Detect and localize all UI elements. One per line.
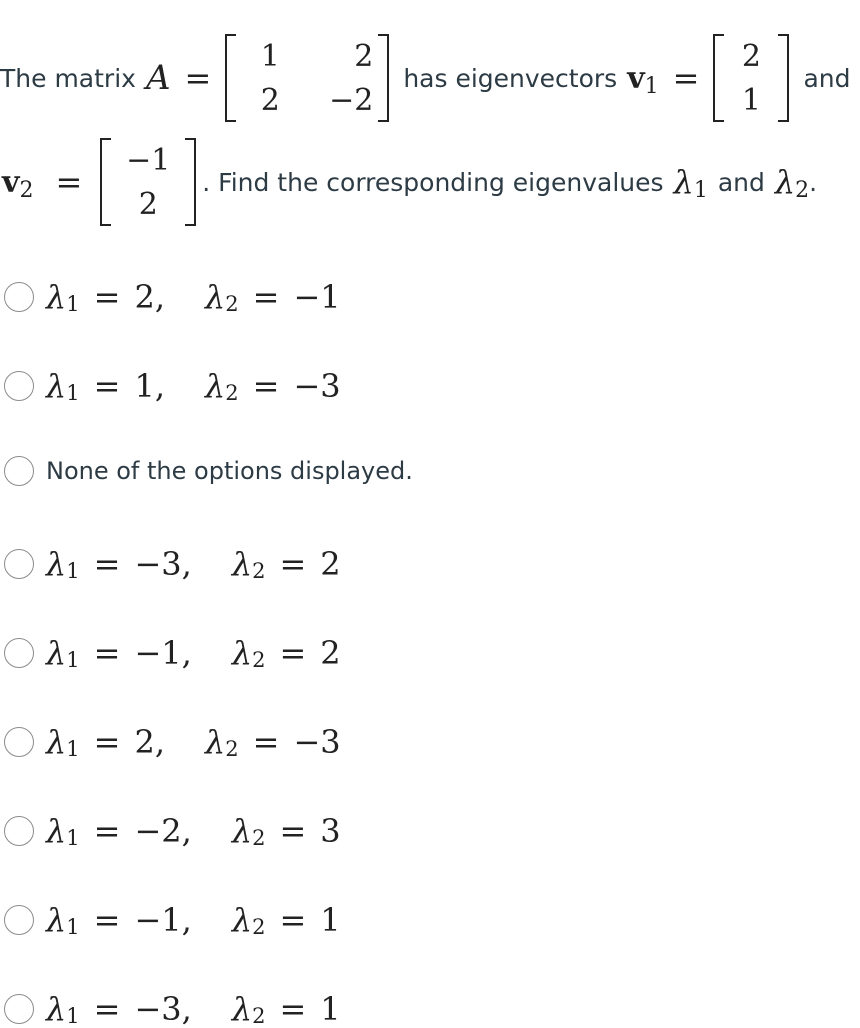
equals-sign: = [252, 723, 280, 761]
subscript: 2 [225, 381, 239, 405]
subscript: 2 [225, 292, 239, 316]
vector-v2 [100, 138, 196, 226]
answer-option[interactable] [4, 634, 341, 672]
question-text-part4: . Find the corresponding eigenvalues [202, 167, 664, 197]
subscript: 2 [252, 559, 266, 583]
matrix-cell: 1 [260, 38, 280, 74]
lambda1-value: −1, [134, 901, 192, 939]
question-line-2 [0, 130, 817, 234]
equals-sign: = [93, 812, 121, 850]
lambda2-value: 1 [320, 990, 341, 1028]
subscript: 1 [66, 915, 80, 939]
subscript: 1 [66, 826, 80, 850]
lambda-symbol: λ [46, 545, 67, 583]
matrix-cell: 2 [260, 82, 280, 118]
vector-cell: 1 [741, 82, 761, 118]
subscript: 1 [66, 737, 80, 761]
subscript: 2 [252, 1004, 266, 1028]
lambda-symbol: λ [231, 545, 253, 583]
lambda1-value: −3, [134, 545, 192, 583]
lambda-symbol: λ [46, 634, 67, 672]
answer-option[interactable] [4, 278, 341, 316]
subscript: 2 [252, 915, 266, 939]
equals-sign: = [93, 278, 121, 316]
lambda2-value: −3 [293, 723, 341, 761]
subscript: 1 [66, 559, 80, 583]
lambda2-value: 2 [320, 634, 341, 672]
equals-sign: = [93, 634, 121, 672]
lambda-symbol: λ [46, 812, 67, 850]
radio-button[interactable] [4, 456, 34, 486]
matrix-variable: A [145, 58, 171, 98]
lambda-symbol: λ [774, 163, 796, 201]
equals-sign: = [93, 545, 121, 583]
radio-button[interactable] [4, 638, 34, 668]
subscript: 1 [66, 648, 80, 672]
vector-cell: −1 [126, 142, 171, 178]
equals-sign: = [279, 812, 307, 850]
vector-v1 [713, 34, 789, 122]
equals-sign: = [279, 990, 307, 1028]
answer-option[interactable] [4, 812, 341, 850]
lambda2-value: 1 [320, 901, 341, 939]
lambda1-subscript: 1 [693, 177, 708, 203]
equals-sign: = [93, 367, 121, 405]
lambda2-value: 2 [320, 545, 341, 583]
question-text-part1: The matrix [0, 63, 136, 93]
answer-option[interactable] [4, 456, 413, 486]
lambda2-value: 3 [320, 812, 341, 850]
equals-sign: = [672, 59, 700, 97]
answer-option[interactable] [4, 723, 341, 761]
radio-button[interactable] [4, 371, 34, 401]
question-text-part5: and [717, 167, 765, 197]
vector-v1-subscript: 1 [644, 73, 659, 99]
equals-sign: = [279, 901, 307, 939]
vector-v2-subscript: 2 [19, 177, 34, 203]
equals-sign: = [252, 367, 280, 405]
lambda1-value: 1, [134, 367, 165, 405]
matrix-a [225, 34, 389, 122]
question-text-part2: has eigenvectors [403, 63, 618, 93]
equals-sign: = [279, 634, 307, 672]
subscript: 1 [66, 381, 80, 405]
equals-sign: = [93, 990, 121, 1028]
radio-button[interactable] [4, 282, 34, 312]
subscript: 1 [66, 1004, 80, 1028]
lambda-symbol: λ [46, 901, 67, 939]
subscript: 2 [225, 737, 239, 761]
radio-button[interactable] [4, 905, 34, 935]
lambda-symbol: λ [205, 278, 226, 316]
question-text-part6: . [809, 167, 818, 197]
radio-button[interactable] [4, 994, 34, 1024]
lambda-symbol: λ [205, 367, 226, 405]
question-text-part3: and [803, 63, 851, 93]
equals-sign: = [55, 163, 83, 201]
option-text: None of the options displayed. [46, 457, 413, 485]
lambda-symbol: λ [231, 812, 253, 850]
question-line-1 [0, 26, 851, 130]
answer-option[interactable] [4, 545, 341, 583]
lambda1-value: −1, [134, 634, 192, 672]
equals-sign: = [93, 901, 121, 939]
answer-option[interactable] [4, 901, 341, 939]
lambda-symbol: λ [231, 634, 253, 672]
lambda1-value: 2, [134, 278, 165, 316]
equals-sign: = [252, 278, 280, 316]
matrix-cell: −2 [329, 82, 374, 118]
lambda-symbol: λ [46, 278, 67, 316]
equals-sign: = [93, 723, 121, 761]
vector-v1-variable: v [627, 60, 645, 96]
lambda2-value: −3 [293, 367, 341, 405]
lambda1-value: 2, [134, 723, 165, 761]
lambda-symbol: λ [46, 723, 67, 761]
lambda2-value: −1 [293, 278, 341, 316]
lambda-symbol: λ [231, 901, 253, 939]
lambda-symbol: λ [205, 723, 226, 761]
lambda1-value: −2, [134, 812, 192, 850]
subscript: 2 [252, 648, 266, 672]
equals-sign: = [279, 545, 307, 583]
lambda2-subscript: 2 [795, 177, 810, 203]
subscript: 2 [252, 826, 266, 850]
answer-option[interactable] [4, 990, 341, 1028]
lambda-symbol: λ [231, 990, 253, 1028]
lambda-symbol: λ [46, 367, 67, 405]
vector-v2-variable: v [2, 164, 20, 200]
vector-cell: 2 [741, 38, 761, 74]
matrix-cell: 2 [354, 38, 374, 74]
equals-sign: = [184, 59, 212, 97]
lambda1-value: −3, [134, 990, 192, 1028]
radio-button[interactable] [4, 727, 34, 757]
lambda-symbol: λ [673, 163, 694, 201]
lambda-symbol: λ [46, 990, 67, 1028]
radio-button[interactable] [4, 816, 34, 846]
vector-cell: 2 [138, 186, 158, 222]
radio-button[interactable] [4, 549, 34, 579]
subscript: 1 [66, 292, 80, 316]
answer-option[interactable] [4, 367, 341, 405]
